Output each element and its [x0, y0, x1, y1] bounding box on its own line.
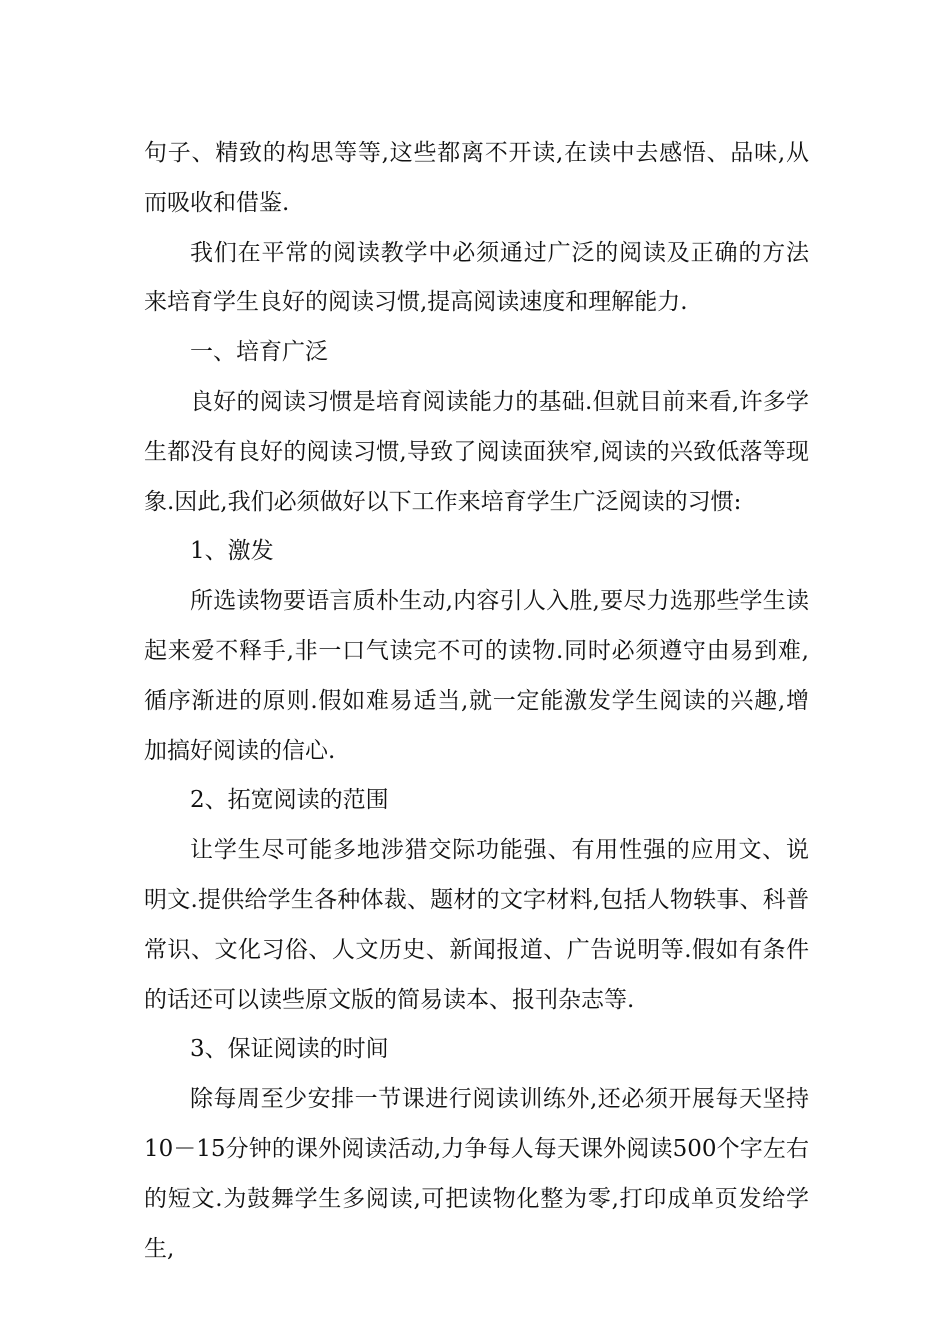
paragraph: 除每周至少安排一节课进行阅读训练外,还必须开展每天坚持10－15分钟的课外阅读活动,力争每人每天课外阅读500个字左右的短文.为鼓舞学生多阅读,可把读物化整为零,打印成单页发给学生,: [144, 1086, 809, 1262]
paragraph: 良好的阅读习惯是培育阅读能力的基础.但就目前来看,许多学生都没有良好的阅读习惯,导致了阅读面狭窄,阅读的兴致低落等现象.因此,我们必须做好以下工作来培育学生广泛阅读的习惯:: [144, 388, 809, 515]
section-heading: 一、培育广泛: [190, 339, 328, 366]
continuation-paragraph: 句子、精致的构思等等,这些都离不开读,在读中去感悟、品味,从而吸收和借鉴.: [144, 140, 809, 216]
paragraph: 所选读物要语言质朴生动,内容引人入胜,要尽力选那些学生读起来爱不释手,非一口气读完不可的读物.同时必须遵守由易到难,循序渐进的原则.假如难易适当,就一定能激发学生阅读的兴趣,增加搞好阅读的信心.: [144, 588, 809, 764]
document-body: [144, 129, 809, 1274]
subsection-heading: 2、拓宽阅读的范围: [190, 787, 389, 814]
subsection-heading: 3、保证阅读的时间: [190, 1036, 389, 1063]
paragraph: 我们在平常的阅读教学中必须通过广泛的阅读及正确的方法来培育学生良好的阅读习惯,提高阅读速度和理解能力.: [144, 239, 809, 316]
subsection-heading: 1、激发: [190, 538, 274, 565]
paragraph: 让学生尽可能多地涉猎交际功能强、有用性强的应用文、说明文.提供给学生各种体裁、题材的文字材料,包括人物轶事、科普常识、文化习俗、人文历史、新闻报道、广告说明等.假如有条件的话还可以读些原文版的简易读本、报刊杂志等.: [144, 837, 809, 1013]
